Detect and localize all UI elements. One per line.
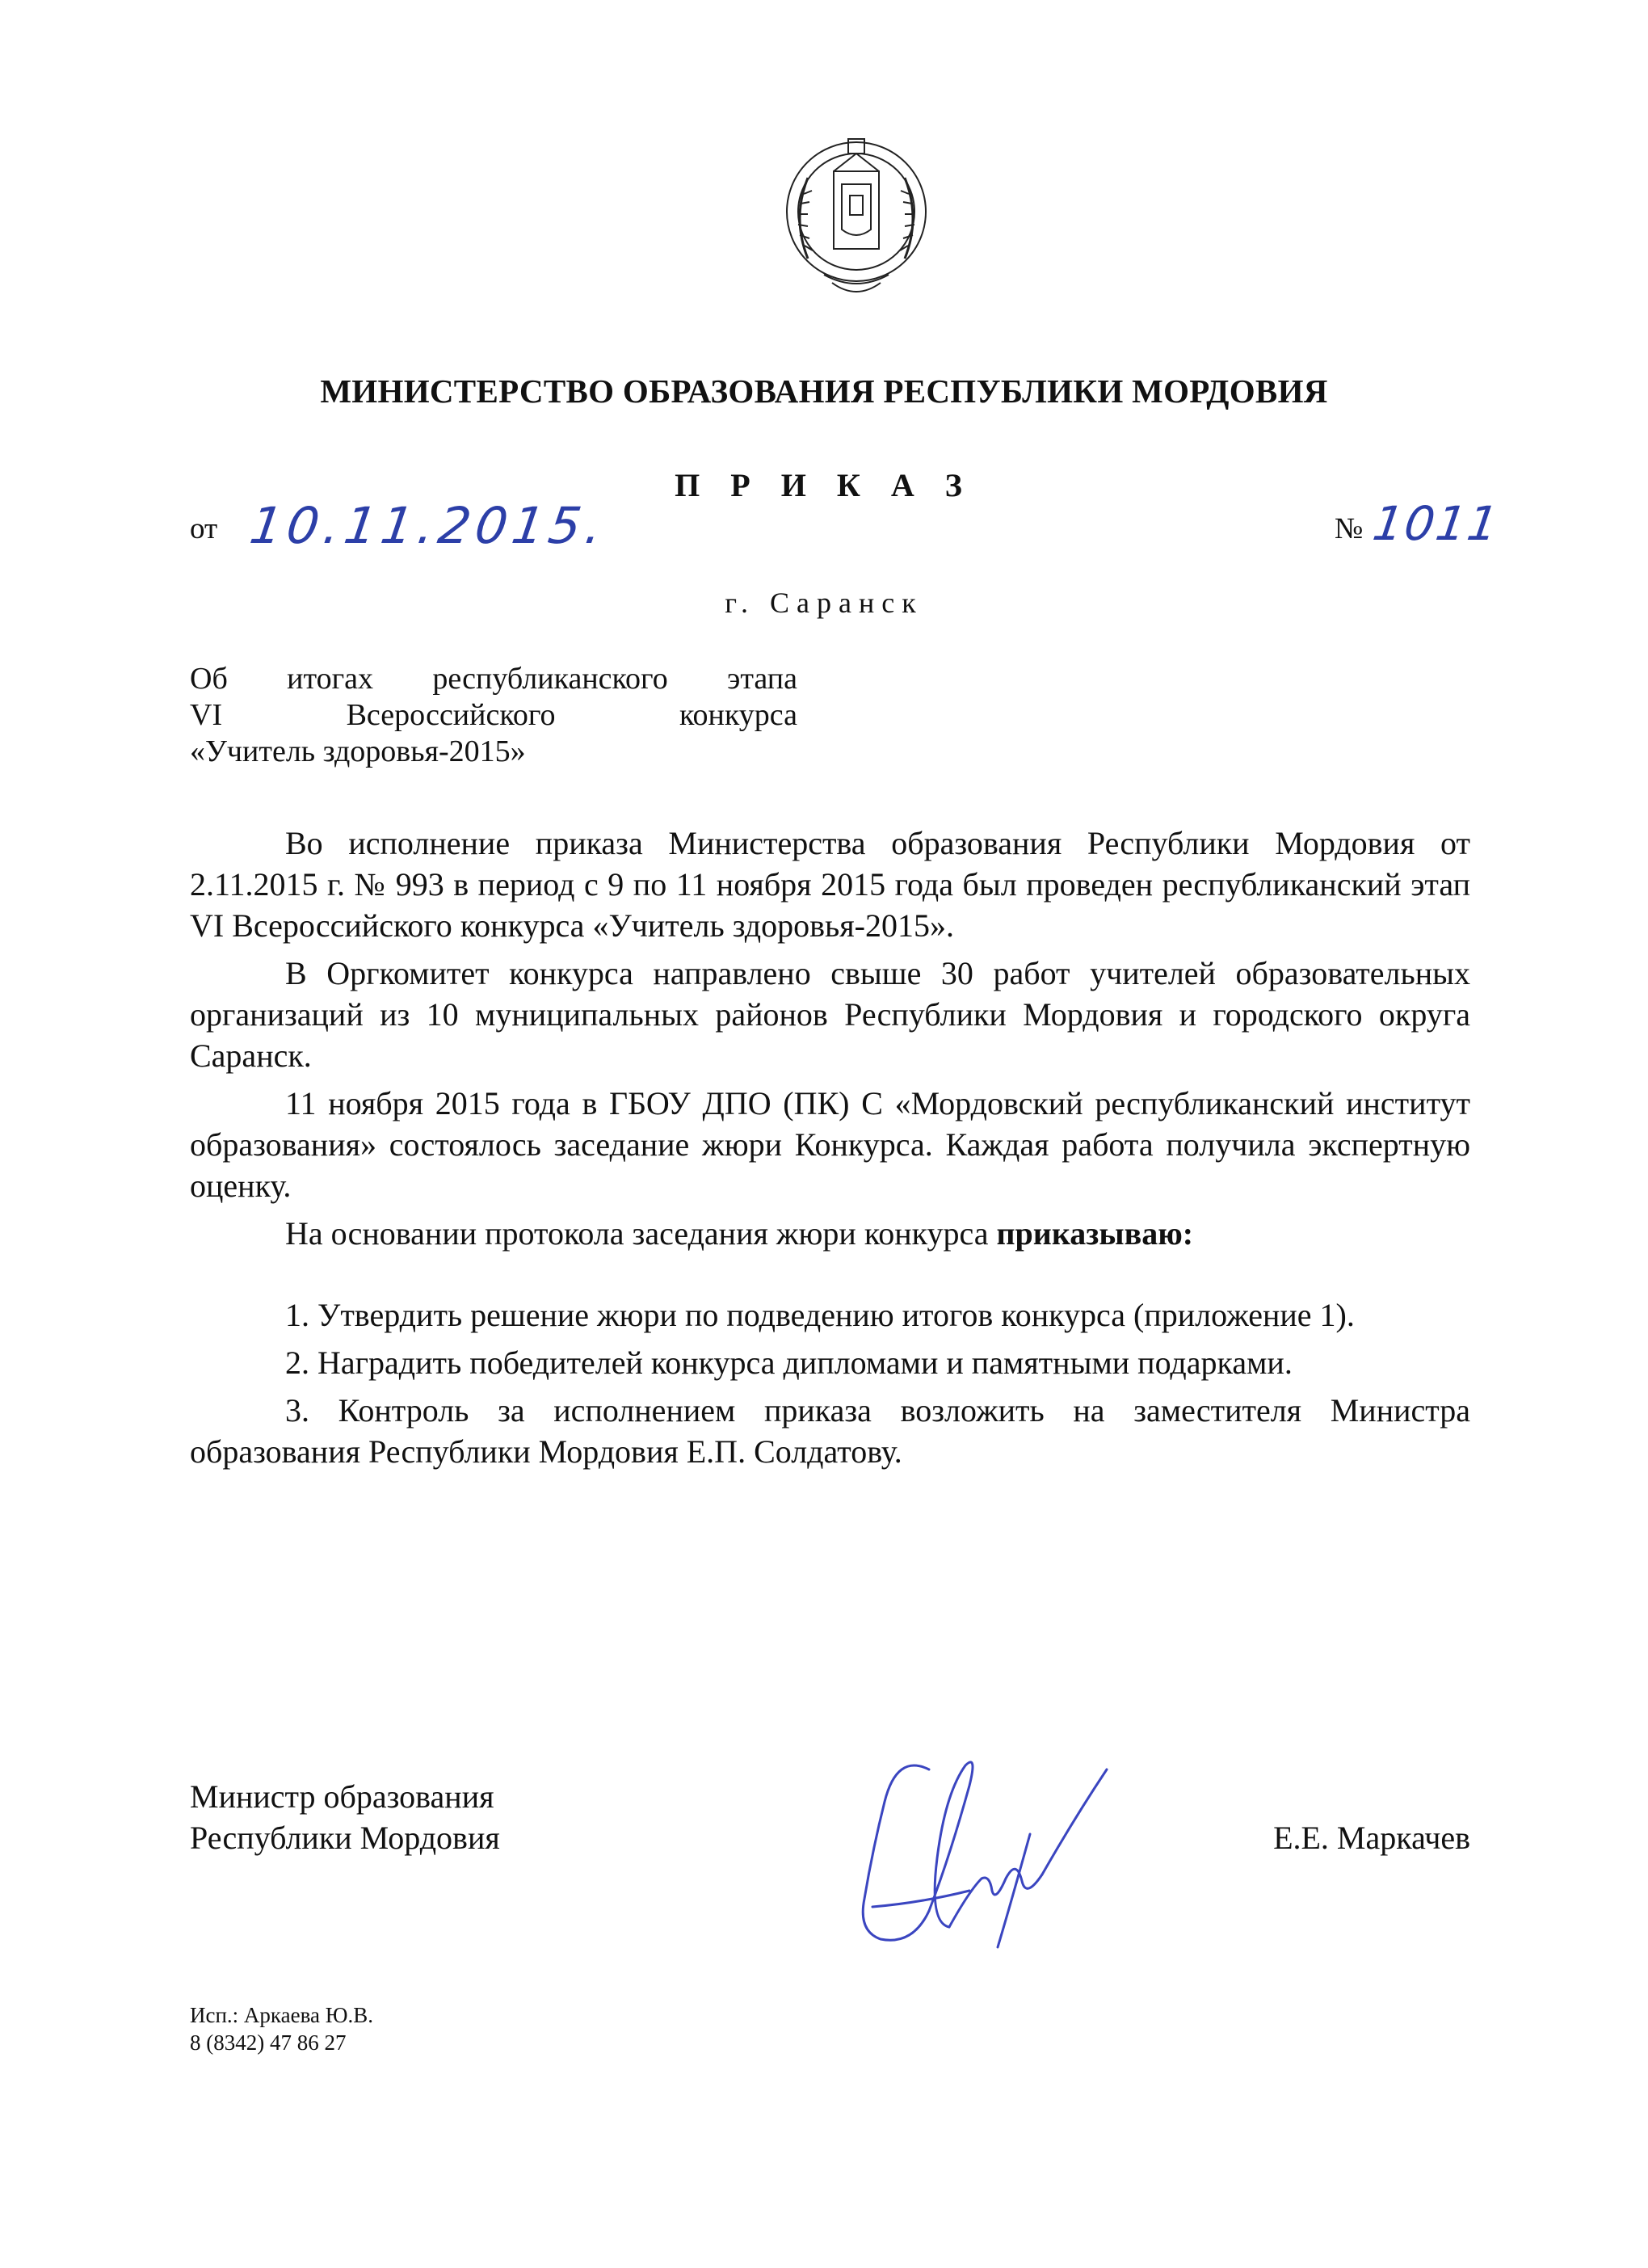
number-prefix: № [1335, 512, 1364, 545]
ministry-title: МИНИСТЕРСТВО ОБРАЗОВАНИЯ РЕСПУБЛИКИ МОРДОВИЯ [320, 372, 1328, 410]
order-intro-paragraph [190, 1213, 1470, 1254]
subject-line: VI Всероссийского конкурса [190, 698, 797, 732]
body-paragraph: В Оргкомитет конкурса направлено свыше 30 работ учителей образовательных организаций из 10 муниципальных районов Республики Мордовия и городского округа Саранск. [190, 955, 1470, 1074]
date-prefix: от [190, 512, 218, 545]
signatory-name: Е.Е. Маркачев [1273, 1820, 1470, 1856]
body-paragraph: 11 ноября 2015 года в ГБОУ ДПО (ПК) С «Мордовский республиканский институт образования» состоялось заседание жюри Конкурса. Каждая работа получила экспертную оценку. [190, 1085, 1470, 1204]
signatory-title [190, 1776, 500, 1858]
document-type-title: П Р И К А З [675, 467, 973, 503]
order-item: 3. Контроль за исполнением приказа возложить на заместителя Министра образования Республики Мордовия Е.П. Солдатову. [190, 1392, 1470, 1470]
order-body [190, 823, 1470, 1472]
signatory-title-line: Республики Мордовия [190, 1820, 500, 1856]
city-line: г. Саранск [725, 587, 923, 619]
handwritten-signature [808, 1737, 1147, 1955]
executor-phone: 8 (8342) 47 86 27 [190, 2030, 347, 2055]
subject-line: Об итогах республиканского этапа [190, 662, 797, 696]
order-word: приказываю: [996, 1215, 1194, 1252]
order-subject [190, 661, 797, 770]
signatory-title-line: Министр образования [190, 1778, 494, 1815]
order-intro-text: На основании протокола заседания жюри конкурса [285, 1215, 989, 1252]
coat-of-arms-icon [776, 121, 937, 307]
executor-info [190, 2001, 373, 2056]
handwritten-date: 10.11.2015. [246, 496, 611, 555]
order-item: 1. Утвердить решение жюри по подведению итогов конкурса (приложение 1). [285, 1297, 1355, 1333]
body-paragraph: Во исполнение приказа Министерства образования Республики Мордовия от 2.11.2015 г. № 993 в период с 9 по 11 ноября 2015 года был проведен республиканский этап VI Всероссийского конкурса «Учитель здоровья-2015». [190, 825, 1470, 944]
executor-name: Исп.: Аркаева Ю.В. [190, 2003, 373, 2027]
order-item: 2. Наградить победителей конкурса дипломами и памятными подарками. [285, 1344, 1293, 1381]
handwritten-number: 1011 [1369, 496, 1503, 551]
subject-line: «Учитель здоровья-2015» [190, 734, 526, 768]
